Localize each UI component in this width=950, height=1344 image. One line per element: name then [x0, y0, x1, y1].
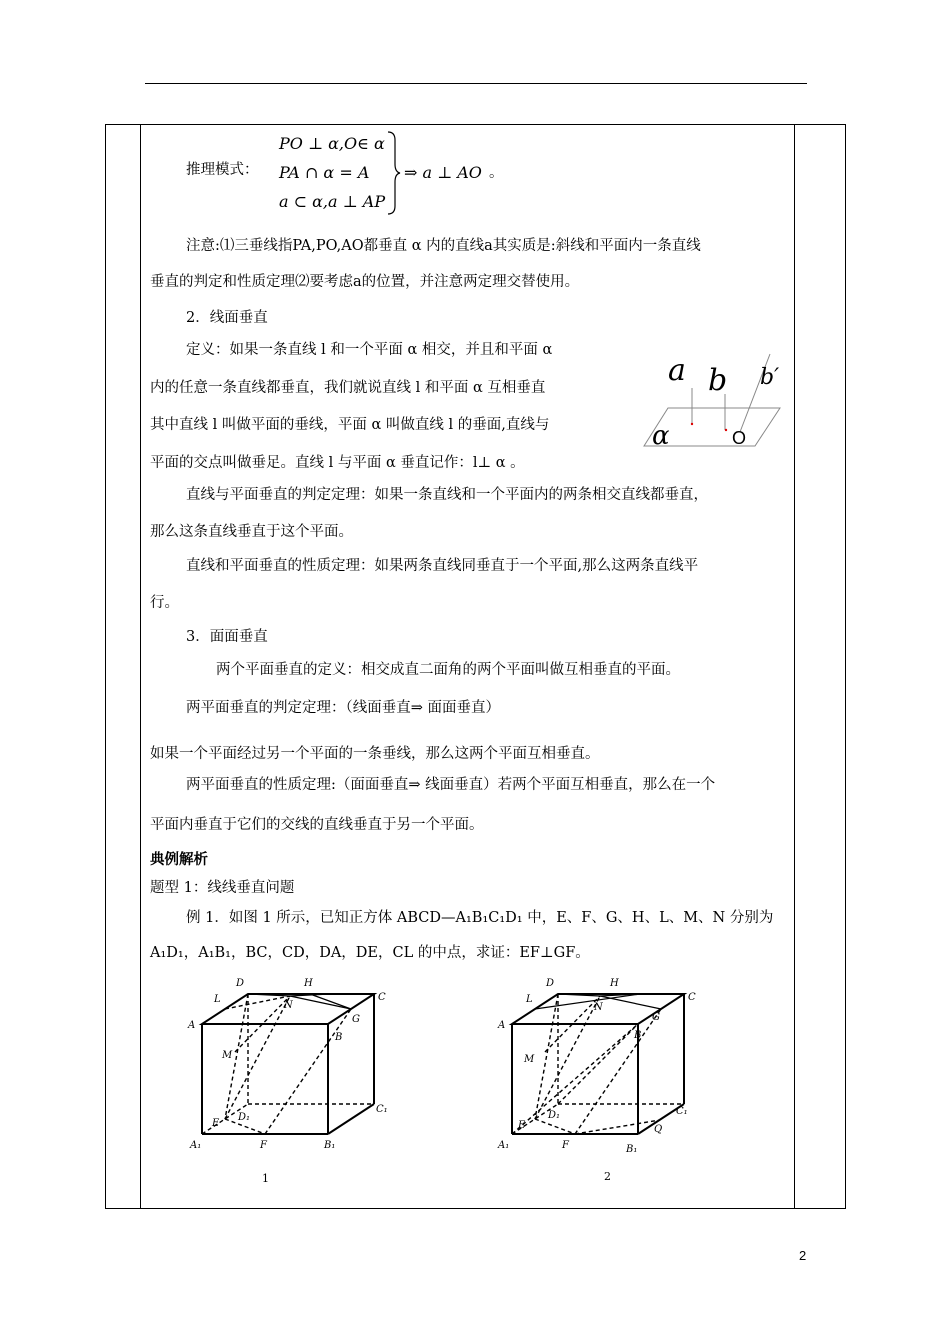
plane-alpha-label: α	[652, 421, 670, 451]
vertex-B: B	[634, 1030, 642, 1041]
vertex-M: M	[222, 1050, 233, 1061]
vertex-D: D	[546, 978, 555, 989]
vertex-A: A	[498, 1020, 506, 1031]
vertex-M: M	[524, 1054, 535, 1065]
vertex-C: C	[378, 992, 386, 1003]
table-top-border	[105, 124, 846, 125]
vertex-B1: B₁	[626, 1144, 638, 1155]
section3-def: 两个平面垂直的定义：相交成直二面角的两个平面叫做互相垂直的平面。	[216, 662, 680, 678]
vertex-E: E	[518, 1120, 526, 1131]
section3-prop-line-2: 平面内垂直于它们的交线的直线垂直于另一个平面。	[150, 817, 484, 833]
table-left-border	[105, 124, 106, 1209]
section2-def-line-2: 内的任意一条直线都垂直，我们就说直线 l 和平面 α 互相垂直	[150, 380, 546, 396]
vertex-H: H	[610, 978, 619, 989]
table-inner-left-border	[140, 124, 141, 1209]
vertex-N: N	[594, 1002, 603, 1013]
vertex-H: H	[304, 978, 313, 989]
cube-figure-2	[490, 972, 710, 1192]
section2-judge-line-2: 那么这条直线垂直于这个平面。	[150, 524, 353, 540]
vertex-C: C	[688, 992, 696, 1003]
examples-heading: 典例解析	[150, 851, 208, 868]
vertex-D1: D₁	[548, 1110, 561, 1121]
section3-judge-body: 如果一个平面经过另一个平面的一条垂线，那么这两个平面互相垂直。	[150, 746, 600, 762]
example-1-line-1: 例 1．如图 1 所示，已知正方体 ABCD—A₁B₁C₁D₁ 中，E、F、G、H、L、M、N 分别为	[186, 910, 774, 926]
cube-figure-1	[180, 972, 420, 1192]
vertex-C1: C₁	[676, 1106, 688, 1117]
page-number: 2	[799, 1248, 807, 1263]
vertex-A1: A₁	[498, 1140, 510, 1151]
inference-conclusion: ⇒ a ⊥ AO	[404, 163, 482, 182]
vertex-D: D	[236, 978, 245, 989]
vertex-E: E	[212, 1118, 220, 1129]
vertex-A: A	[188, 1020, 196, 1031]
table-right-border	[845, 124, 846, 1209]
note-line-2: 垂直的判定和性质定理⑵要考虑a的位置，并注意两定理交替使用。	[150, 274, 580, 290]
line-b-prime-label: b′	[760, 365, 780, 390]
example-1-line-2: A₁D₁，A₁B₁，BC，CD，DA，DE，CL 的中点，求证：EF⊥GF。	[150, 945, 590, 961]
vertex-D1: D₁	[238, 1112, 251, 1123]
vertex-F: F	[260, 1140, 267, 1151]
table-inner-right-border	[794, 124, 795, 1209]
vertex-B1: B₁	[324, 1140, 336, 1151]
section2-judge-line-1: 直线与平面垂直的判定定理：如果一条直线和一个平面内的两条相交直线都垂直，	[186, 487, 708, 503]
vertex-G: G	[652, 1012, 660, 1023]
vertex-N: N	[284, 1000, 293, 1011]
section2-prop-line-1: 直线和平面垂直的性质定理：如果两条直线同垂直于一个平面,那么这两条直线平	[186, 558, 699, 574]
figure-2-caption: 2	[604, 1170, 611, 1183]
line-a-label: a	[668, 353, 686, 388]
section3-title: 3．面面垂直	[186, 629, 268, 645]
section2-def-line-4: 平面的交点叫做垂足。直线 l 与平面 α 垂直记作：l⊥ α 。	[150, 455, 525, 471]
section2-title: 2．线面垂直	[186, 310, 268, 326]
inference-premise-1: PO ⊥ α,O∈ α	[279, 134, 385, 153]
vertex-L: L	[526, 994, 533, 1005]
line-plane-figure	[640, 346, 790, 456]
vertex-B: B	[335, 1032, 343, 1043]
section2-prop-line-2: 行。	[150, 595, 179, 611]
table-bottom-border	[105, 1208, 846, 1209]
line-b-label: b	[708, 363, 728, 398]
inference-premise-3: a ⊂ α,a ⊥ AP	[279, 192, 386, 211]
example-type-1: 题型 1：线线垂直问题	[150, 880, 295, 896]
inference-end-mark: 。	[489, 165, 504, 181]
vertex-C1: C₁	[376, 1104, 388, 1115]
figure-1-caption: 1	[262, 1172, 269, 1185]
header-rule	[145, 83, 807, 84]
vertex-G: G	[352, 1014, 360, 1025]
vertex-F: F	[562, 1140, 569, 1151]
vertex-Q: Q	[654, 1124, 663, 1135]
section3-prop-line-1: 两平面垂直的性质定理:（面面垂直⇒ 线面垂直）若两个平面互相垂直，那么在一个	[186, 777, 716, 793]
note-line-1: 注意:⑴三垂线指PA,PO,AO都垂直 α 内的直线a其实质是:斜线和平面内一条直线	[186, 238, 701, 254]
inference-label: 推理模式：	[186, 162, 259, 178]
inference-premise-2: PA ∩ α = A	[279, 163, 370, 182]
vertex-A1: A₁	[190, 1140, 202, 1151]
vertex-L: L	[214, 994, 221, 1005]
section2-def-line-3: 其中直线 l 叫做平面的垂线，平面 α 叫做直线 l 的垂面,直线与	[150, 417, 550, 433]
section2-def-line-1: 定义：如果一条直线 l 和一个平面 α 相交，并且和平面 α	[186, 342, 553, 358]
foot-O-label: O	[732, 428, 747, 448]
right-brace-icon	[386, 130, 402, 216]
section3-judge-title: 两平面垂直的判定定理：（线面垂直⇒ 面面垂直）	[186, 700, 501, 716]
